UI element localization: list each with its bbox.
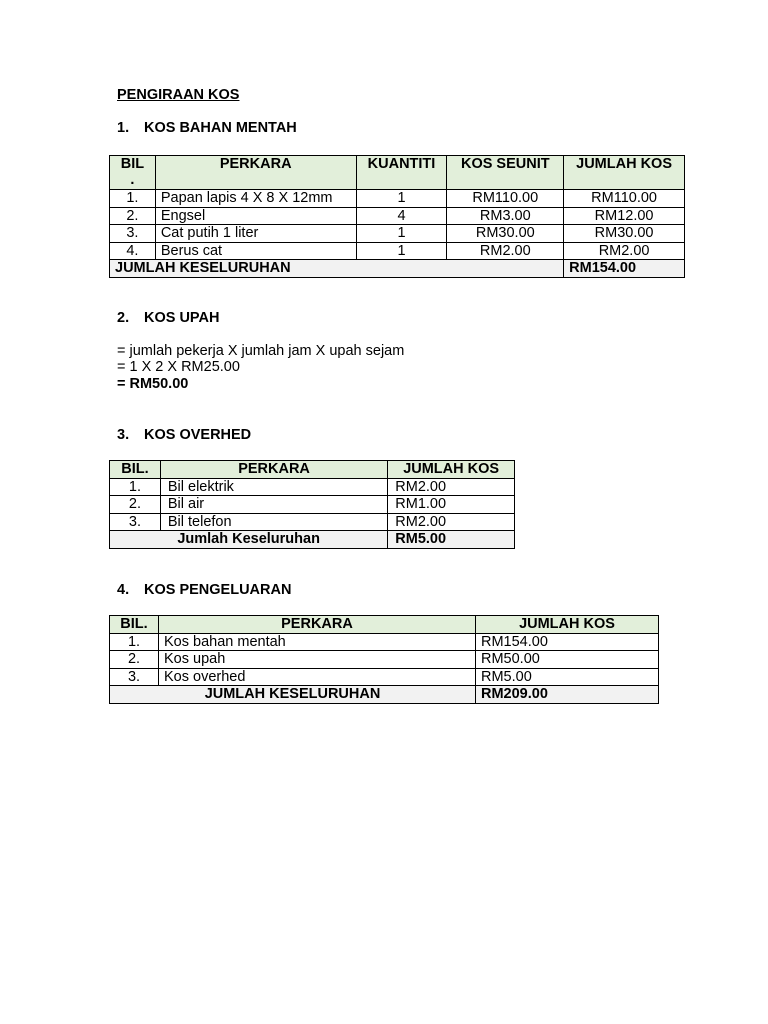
section-4-heading — [117, 582, 291, 598]
cell-jumlah-kos: RM1.00 — [388, 496, 515, 514]
cell-kuantiti: 1 — [356, 225, 447, 243]
cell-bil: 3. — [110, 513, 161, 531]
cell-perkara: Cat putih 1 liter — [155, 225, 356, 243]
table-row — [110, 651, 659, 669]
table-row — [110, 242, 685, 260]
table-row — [110, 513, 515, 531]
table-row — [110, 225, 685, 243]
col-header-bil: BIL. — [110, 616, 159, 634]
cell-bil: 2. — [110, 651, 159, 669]
cell-kos-seunit: RM110.00 — [447, 190, 564, 208]
table-row — [110, 190, 685, 208]
table-row — [110, 207, 685, 225]
cell-jumlah-kos: RM50.00 — [476, 651, 659, 669]
total-label: JUMLAH KESELURUHAN — [110, 260, 564, 278]
total-row — [110, 260, 685, 278]
total-row — [110, 686, 659, 704]
table-header-row — [110, 156, 685, 190]
total-label: Jumlah Keseluruhan — [110, 531, 388, 549]
col-header-jumlah-kos: JUMLAH KOS — [476, 616, 659, 634]
col-header-bil — [110, 156, 156, 190]
labor-calculation-line: = 1 X 2 X RM25.00 — [117, 359, 240, 375]
cell-bil: 1. — [110, 633, 159, 651]
col-header-bil: BIL. — [110, 461, 161, 479]
cell-bil: 1. — [110, 478, 161, 496]
total-label: JUMLAH KESELURUHAN — [110, 686, 476, 704]
cell-perkara: Engsel — [155, 207, 356, 225]
table-header-row — [110, 461, 515, 479]
col-header-bil-line2: . — [130, 172, 135, 188]
cell-kos-seunit: RM3.00 — [447, 207, 564, 225]
section-2-title: KOS UPAH — [144, 310, 220, 326]
section-1-title: KOS BAHAN MENTAH — [144, 120, 297, 136]
cell-jumlah-kos: RM5.00 — [476, 668, 659, 686]
raw-material-cost-table — [109, 155, 685, 278]
cell-kuantiti: 1 — [356, 190, 447, 208]
col-header-perkara: PERKARA — [159, 616, 476, 634]
table-row — [110, 668, 659, 686]
cell-bil: 1. — [110, 190, 156, 208]
col-header-kuantiti: KUANTITI — [356, 156, 447, 190]
cell-bil: 2. — [110, 207, 156, 225]
table-row — [110, 478, 515, 496]
section-1-number: 1. — [117, 120, 130, 136]
cell-perkara: Bil air — [160, 496, 387, 514]
cell-perkara: Kos overhed — [159, 668, 476, 686]
cell-kos-seunit: RM30.00 — [447, 225, 564, 243]
cell-kuantiti: 1 — [356, 242, 447, 260]
section-4-title: KOS PENGELUARAN — [144, 582, 292, 598]
col-header-jumlah-kos: JUMLAH KOS — [388, 461, 515, 479]
cell-bil: 4. — [110, 242, 156, 260]
section-4-number: 4. — [117, 582, 130, 598]
section-1-heading — [117, 120, 297, 136]
cell-bil: 2. — [110, 496, 161, 514]
cell-kuantiti: 4 — [356, 207, 447, 225]
labor-formula-line: = jumlah pekerja X jumlah jam X upah sejam — [117, 343, 405, 359]
cell-bil: 3. — [110, 225, 156, 243]
production-cost-table — [109, 615, 659, 704]
overhead-cost-table — [109, 460, 515, 549]
total-value: RM5.00 — [388, 531, 515, 549]
section-2-number: 2. — [117, 310, 130, 326]
cell-kos-seunit: RM2.00 — [447, 242, 564, 260]
cell-perkara: Berus cat — [155, 242, 356, 260]
cell-jumlah-kos: RM30.00 — [564, 225, 685, 243]
cell-jumlah-kos: RM2.00 — [564, 242, 685, 260]
cell-perkara: Bil telefon — [160, 513, 387, 531]
cell-jumlah-kos: RM2.00 — [388, 513, 515, 531]
total-value: RM209.00 — [476, 686, 659, 704]
col-header-bil-line1: BIL — [120, 156, 145, 172]
table-row — [110, 633, 659, 651]
cell-perkara: Bil elektrik — [160, 478, 387, 496]
cell-jumlah-kos: RM154.00 — [476, 633, 659, 651]
page-title: PENGIRAAN KOS — [117, 87, 240, 103]
col-header-perkara: PERKARA — [160, 461, 387, 479]
cell-perkara: Papan lapis 4 X 8 X 12mm — [155, 190, 356, 208]
col-header-perkara: PERKARA — [155, 156, 356, 190]
col-header-kos-seunit: KOS SEUNIT — [447, 156, 564, 190]
cell-jumlah-kos: RM2.00 — [388, 478, 515, 496]
cell-jumlah-kos: RM110.00 — [564, 190, 685, 208]
total-value: RM154.00 — [564, 260, 685, 278]
total-row — [110, 531, 515, 549]
table-row — [110, 496, 515, 514]
section-2-heading — [117, 310, 219, 326]
cell-jumlah-kos: RM12.00 — [564, 207, 685, 225]
cell-perkara: Kos upah — [159, 651, 476, 669]
table-header-row — [110, 616, 659, 634]
section-3-title: KOS OVERHED — [144, 427, 252, 443]
cell-bil: 3. — [110, 668, 159, 686]
section-3-number: 3. — [117, 427, 130, 443]
cell-perkara: Kos bahan mentah — [159, 633, 476, 651]
col-header-jumlah-kos: JUMLAH KOS — [564, 156, 685, 190]
section-3-heading — [117, 427, 251, 443]
labor-result-line: = RM50.00 — [117, 376, 189, 392]
